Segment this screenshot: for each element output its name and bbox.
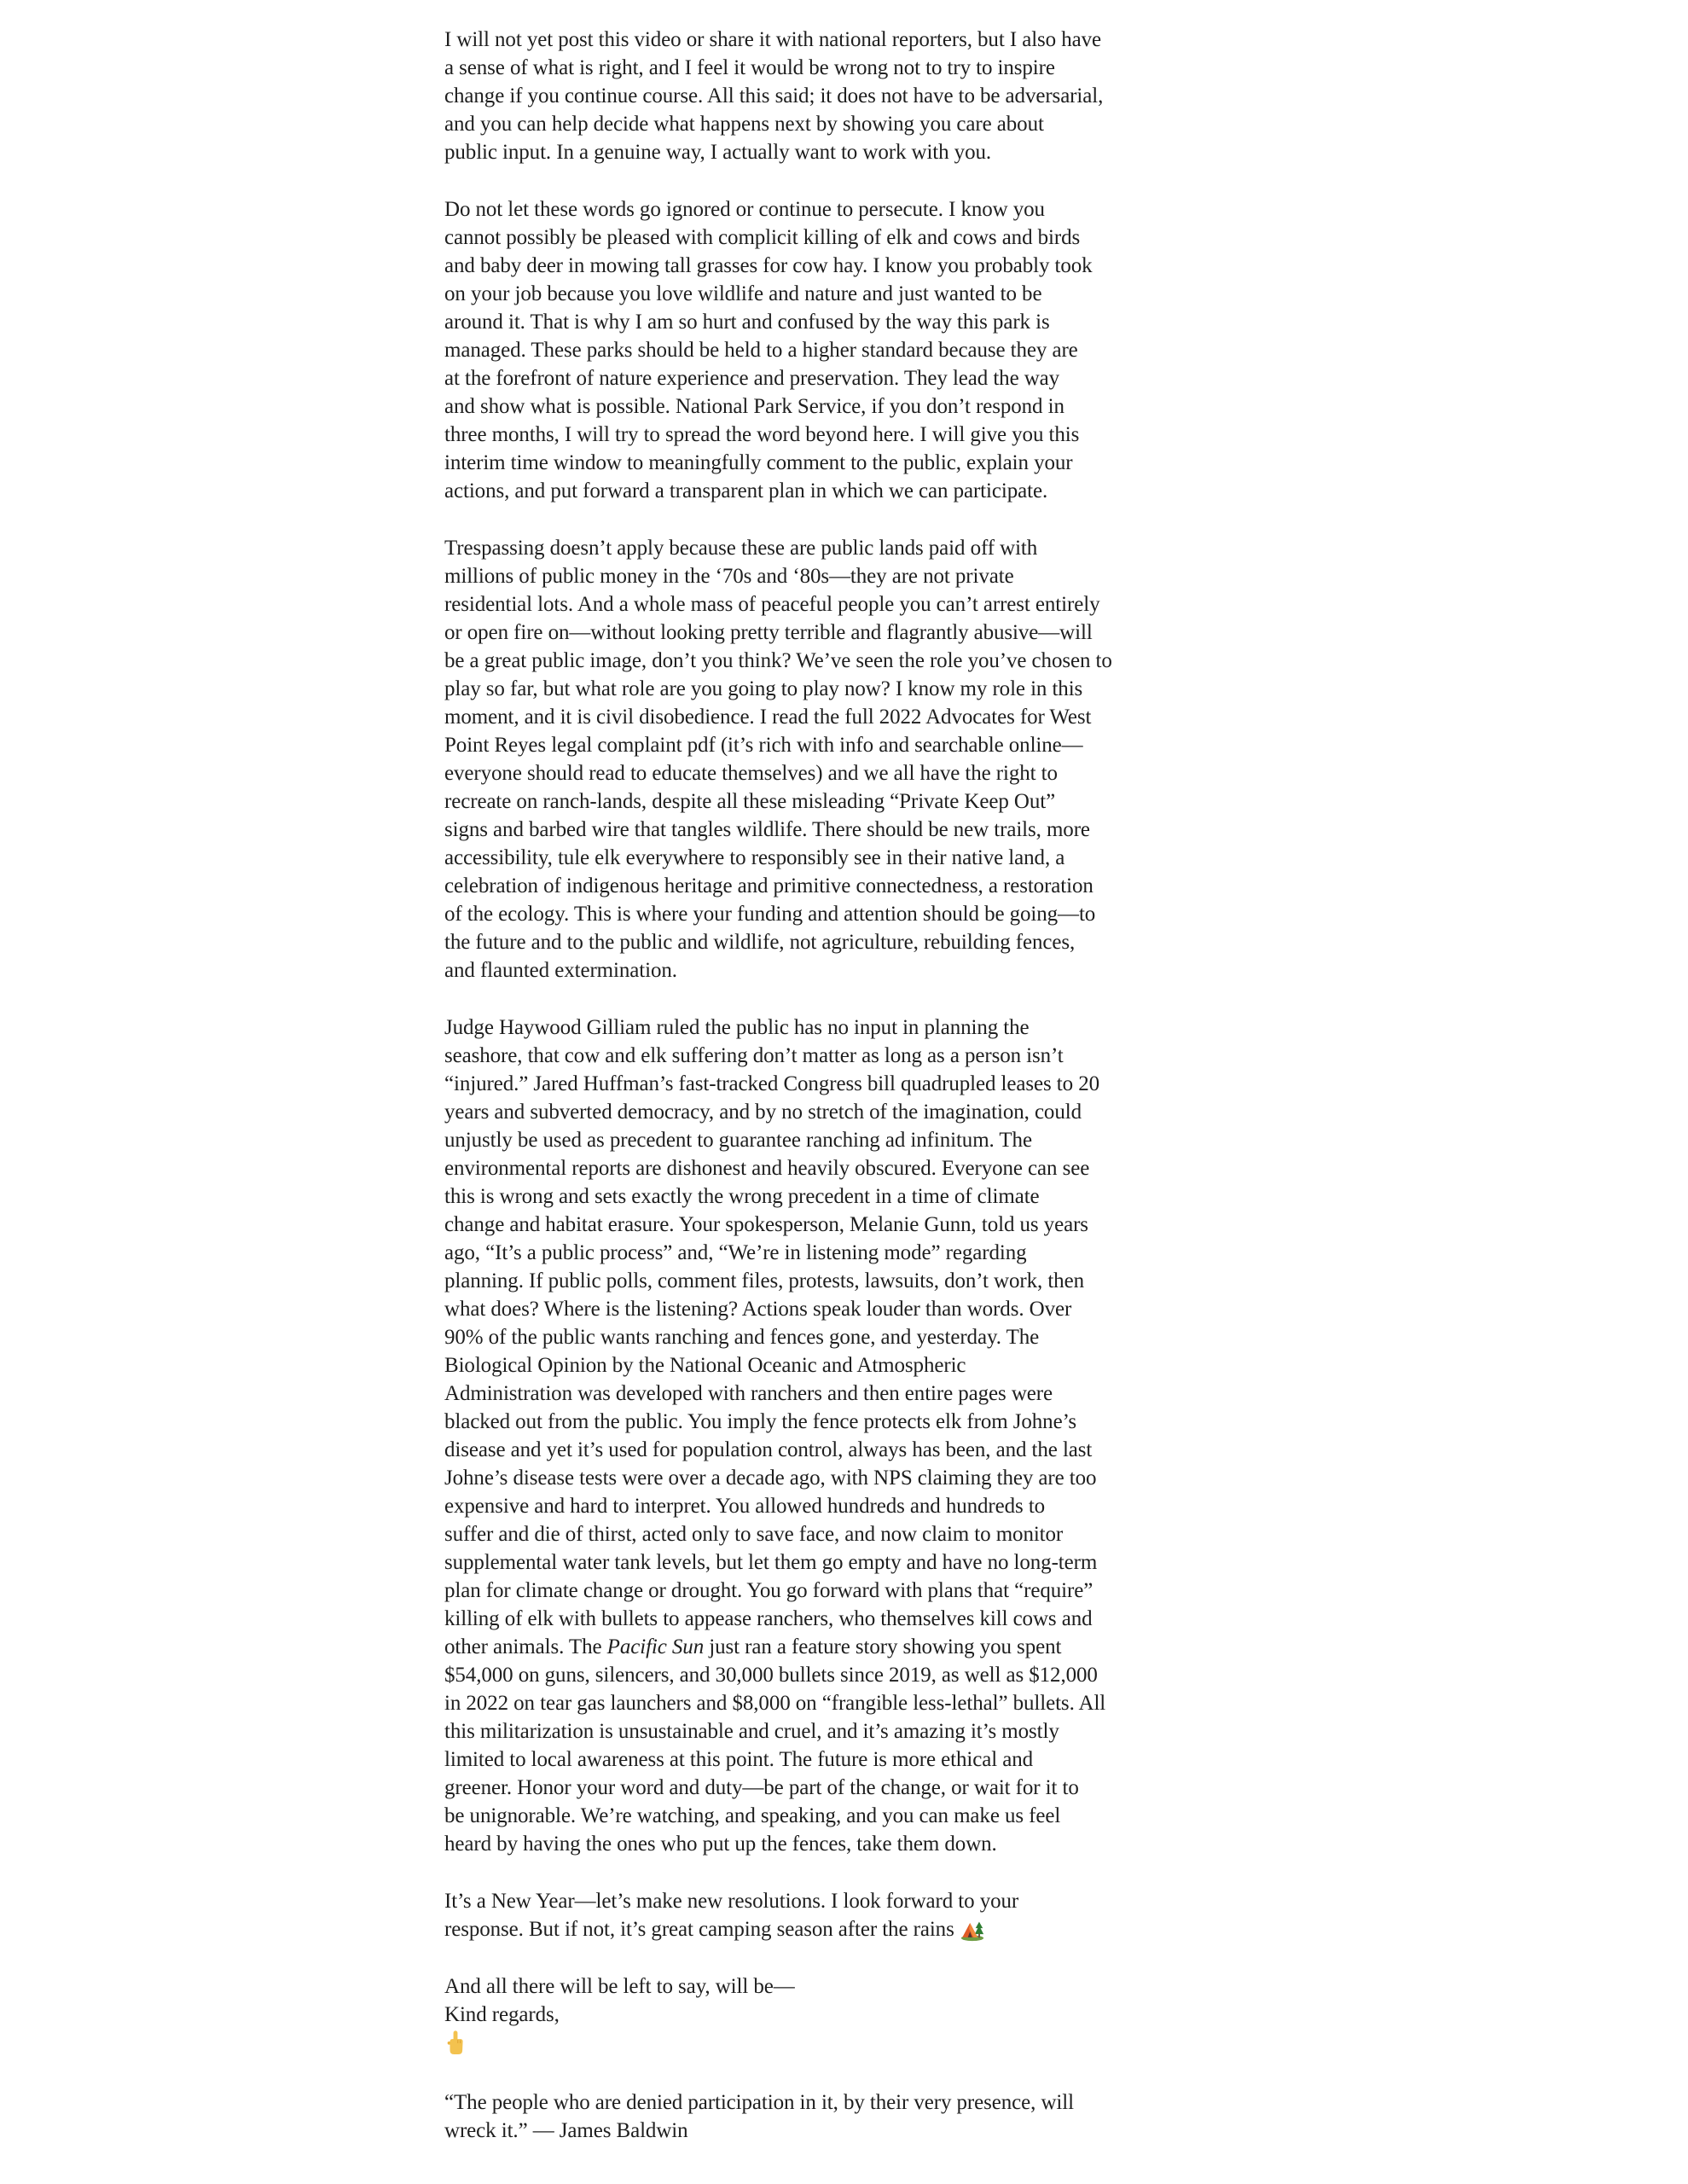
text-line [444, 1577, 1216, 1605]
text-segment: everyone should read to educate themselves) and we all have the right to [444, 762, 1058, 785]
text-line [444, 1267, 1216, 1295]
text-segment: killing of elk with bullets to appease ranchers, who themselves kill cows and [444, 1607, 1093, 1630]
text-line [444, 1661, 1216, 1689]
text-line [444, 26, 1216, 54]
text-line [444, 1070, 1216, 1098]
text-line [444, 110, 1216, 138]
text-line [444, 1239, 1216, 1267]
text-segment: And all there will be left to say, will be— [444, 1975, 795, 1998]
camping-icon [960, 1916, 985, 1942]
text-line [444, 900, 1216, 928]
text-segment: “The people who are denied participation in it, by their very presence, will [444, 2091, 1074, 2114]
text-line [444, 2029, 1216, 2059]
text-segment: be unignorable. We’re watching, and speaking, and you can make us feel [444, 1804, 1061, 1827]
text-segment: seashore, that cow and elk suffering don’t matter as long as a person isn’t [444, 1044, 1064, 1067]
text-line [444, 816, 1216, 844]
paragraph [444, 195, 1216, 505]
text-segment: at the forefront of nature experience and preservation. They lead the way [444, 367, 1060, 390]
text-line [444, 1548, 1216, 1577]
text-line [444, 759, 1216, 787]
text-segment: expensive and hard to interpret. You allowed hundreds and hundreds to [444, 1495, 1046, 1518]
text-line [444, 1605, 1216, 1633]
text-segment: what does? Where is the listening? Actions speak louder than words. Over [444, 1298, 1072, 1321]
text-line [444, 224, 1216, 252]
text-segment: greener. Honor your word and duty—be part of the change, or wait for it to [444, 1776, 1079, 1799]
text-line [444, 956, 1216, 985]
text-segment: 90% of the public wants ranching and fences gone, and yesterday. The [444, 1326, 1040, 1349]
text-segment: environmental reports are dishonest and heavily obscured. Everyone can see [444, 1157, 1090, 1180]
middle-finger-icon [444, 2029, 467, 2058]
text-segment: millions of public money in the ‘70s and ‘80s—they are not private [444, 565, 1014, 588]
text-line [444, 449, 1216, 477]
text-segment: other animals. The [444, 1635, 607, 1658]
text-segment: on your job because you love wildlife and nature and just wanted to be [444, 282, 1042, 305]
text-line [444, 844, 1216, 872]
text-segment: moment, and it is civil disobedience. I read the full 2022 Advocates for West [444, 706, 1092, 729]
paragraph [444, 1972, 1216, 2059]
text-line [444, 1689, 1216, 1717]
text-line [444, 731, 1216, 759]
text-line [444, 138, 1216, 166]
text-line [444, 392, 1216, 421]
text-line [444, 364, 1216, 392]
paragraph [444, 534, 1216, 985]
text-segment: Do not let these words go ignored or continue to persecute. I know you [444, 198, 1045, 221]
text-segment: Administration was developed with ranchers and then entire pages were [444, 1382, 1053, 1405]
text-line [444, 1295, 1216, 1323]
text-segment: change and habitat erasure. Your spokesperson, Melanie Gunn, told us years [444, 1213, 1088, 1236]
text-line [444, 280, 1216, 308]
text-line [444, 1380, 1216, 1408]
text-segment: the future and to the public and wildlife, not agriculture, rebuilding fences, [444, 931, 1076, 954]
text-segment: Johne’s disease tests were over a decade ago, with NPS claiming they are too [444, 1467, 1097, 1490]
text-segment: Pacific Sun [606, 1635, 705, 1658]
text-segment: response. But if not, it’s great camping season after the rains [444, 1918, 960, 1941]
text-segment: be a great public image, don’t you think? We’ve seen the role you’ve chosen to [444, 649, 1112, 672]
text-segment: accessibility, tule elk everywhere to responsibly see in their native land, a [444, 846, 1065, 869]
text-line [444, 1154, 1216, 1182]
text-line [444, 675, 1216, 703]
text-line [444, 336, 1216, 364]
text-segment: years and subverted democracy, and by no stretch of the imagination, could [444, 1101, 1082, 1124]
text-line [444, 2117, 1216, 2145]
text-line [444, 928, 1216, 956]
paragraph [444, 1887, 1216, 1943]
text-segment: of the ecology. This is where your funding and attention should be going—to [444, 903, 1096, 926]
text-segment: supplemental water tank levels, but let them go empty and have no long-term [444, 1551, 1098, 1574]
text-line [444, 1972, 1216, 2001]
text-line [444, 1351, 1216, 1380]
text-segment: heard by having the ones who put up the fences, take them down. [444, 1833, 997, 1856]
text-line [444, 1098, 1216, 1126]
text-segment: unjustly be used as precedent to guarantee ranching ad infinitum. The [444, 1129, 1032, 1152]
text-segment: planning. If public polls, comment files, protests, lawsuits, don’t work, then [444, 1269, 1084, 1292]
text-line [444, 1745, 1216, 1774]
text-segment: and you can help decide what happens next by showing you care about [444, 113, 1044, 136]
text-segment: recreate on ranch-lands, despite all these misleading “Private Keep Out” [444, 790, 1056, 813]
text-line [444, 1717, 1216, 1745]
text-segment: this is wrong and sets exactly the wrong precedent in a time of climate [444, 1185, 1040, 1208]
text-segment: around it. That is why I am so hurt and confused by the way this park is [444, 311, 1050, 334]
text-segment: suffer and die of thirst, acted only to save face, and now claim to monitor [444, 1523, 1064, 1546]
text-line [444, 534, 1216, 562]
text-segment: or open fire on—without looking pretty terrible and flagrantly abusive—will [444, 621, 1093, 644]
text-line [444, 308, 1216, 336]
text-segment: and baby deer in mowing tall grasses for cow hay. I know you probably took [444, 254, 1093, 277]
paragraph [444, 1014, 1216, 1858]
text-line [444, 590, 1216, 619]
text-segment: disease and yet it’s used for population control, always has been, and the last [444, 1438, 1093, 1461]
text-segment: just ran a feature story showing you spent [704, 1635, 1062, 1658]
text-segment: managed. These parks should be held to a higher standard because they are [444, 339, 1078, 362]
text-line [444, 1887, 1216, 1915]
text-line [444, 82, 1216, 110]
text-segment: Point Reyes legal complaint pdf (it’s rich with info and searchable online— [444, 734, 1083, 757]
paragraph [444, 2088, 1216, 2145]
text-segment: interim time window to meaningfully comment to the public, explain your [444, 451, 1073, 474]
text-line [444, 1774, 1216, 1802]
text-line [444, 562, 1216, 590]
text-line [444, 2001, 1216, 2029]
text-line [444, 647, 1216, 675]
text-line [444, 1408, 1216, 1436]
text-segment: Biological Opinion by the National Oceanic and Atmospheric [444, 1354, 966, 1377]
text-line [444, 1633, 1216, 1661]
text-segment: Judge Haywood Gilliam ruled the public has no input in planning the [444, 1016, 1030, 1039]
text-line [444, 872, 1216, 900]
text-line [444, 1830, 1216, 1858]
text-line [444, 195, 1216, 224]
text-line [444, 421, 1216, 449]
text-segment: ago, “It’s a public process” and, “We’re in listening mode” regarding [444, 1241, 1027, 1264]
text-line [444, 54, 1216, 82]
text-segment: public input. In a genuine way, I actually want to work with you. [444, 141, 992, 164]
text-segment: and show what is possible. National Park Service, if you don’t respond in [444, 395, 1064, 418]
text-line [444, 787, 1216, 816]
text-segment: It’s a New Year—let’s make new resolutions. I look forward to your [444, 1890, 1019, 1913]
text-segment: actions, and put forward a transparent plan in which we can participate. [444, 479, 1048, 502]
text-line [444, 252, 1216, 280]
text-segment: signs and barbed wire that tangles wildlife. There should be new trails, more [444, 818, 1090, 841]
text-segment: $54,000 on guns, silencers, and 30,000 bullets since 2019, as well as $12,000 [444, 1664, 1098, 1687]
letter-body [444, 26, 1216, 2145]
text-line [444, 1464, 1216, 1492]
text-segment: I will not yet post this video or share it with national reporters, but I also have [444, 28, 1102, 51]
paragraph [444, 26, 1216, 166]
text-segment: three months, I will try to spread the word beyond here. I will give you this [444, 423, 1080, 446]
text-line [444, 1802, 1216, 1830]
text-segment: blacked out from the public. You imply the fence protects elk from Johne’s [444, 1410, 1077, 1433]
text-line [444, 1323, 1216, 1351]
text-line [444, 1182, 1216, 1211]
text-segment: a sense of what is right, and I feel it would be wrong not to try to inspire [444, 56, 1055, 79]
text-line [444, 1915, 1216, 1943]
text-line [444, 2088, 1216, 2117]
text-line [444, 1520, 1216, 1548]
text-segment: cannot possibly be pleased with complicit killing of elk and cows and birds [444, 226, 1081, 249]
text-line [444, 1492, 1216, 1520]
text-line [444, 1126, 1216, 1154]
text-segment: Kind regards, [444, 2003, 560, 2026]
text-segment: this militarization is unsustainable and cruel, and it’s amazing it’s mostly [444, 1720, 1059, 1743]
text-segment: limited to local awareness at this point. The future is more ethical and [444, 1748, 1034, 1771]
text-segment: plan for climate change or drought. You go forward with plans that “require” [444, 1579, 1093, 1602]
text-line [444, 1211, 1216, 1239]
text-line [444, 619, 1216, 647]
text-segment: “injured.” Jared Huffman’s fast-tracked Congress bill quadrupled leases to 20 [444, 1072, 1099, 1095]
text-line [444, 477, 1216, 505]
text-segment: Trespassing doesn’t apply because these are public lands paid off with [444, 537, 1038, 560]
text-line [444, 1014, 1216, 1042]
text-segment: celebration of indigenous heritage and primitive connectedness, a restoration [444, 874, 1093, 897]
text-segment: residential lots. And a whole mass of peaceful people you can’t arrest entirely [444, 593, 1100, 616]
text-segment: and flaunted extermination. [444, 959, 677, 982]
text-segment: wreck it.” — James Baldwin [444, 2119, 688, 2142]
text-line [444, 1436, 1216, 1464]
text-segment: play so far, but what role are you going to play now? I know my role in this [444, 677, 1083, 700]
text-line [444, 1042, 1216, 1070]
text-line [444, 703, 1216, 731]
text-segment: change if you continue course. All this said; it does not have to be adversarial, [444, 84, 1104, 107]
text-segment: in 2022 on tear gas launchers and $8,000 on “frangible less-lethal” bullets. All [444, 1692, 1106, 1715]
